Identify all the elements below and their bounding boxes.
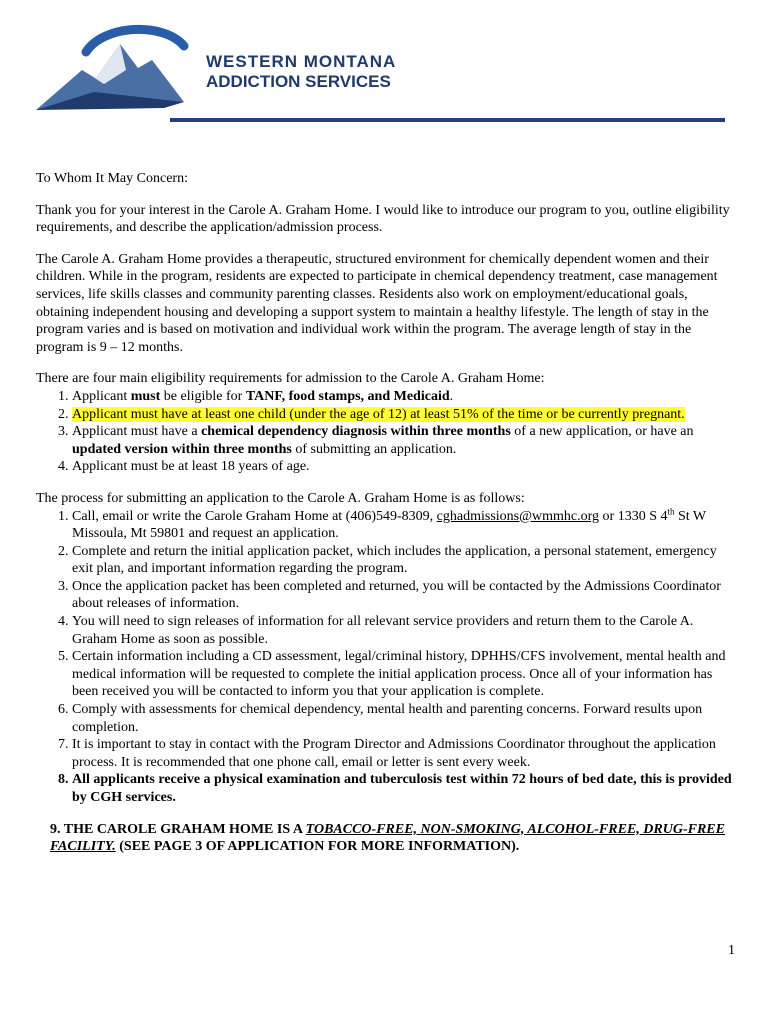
header-divider <box>170 118 725 122</box>
salutation: To Whom It May Concern: <box>36 171 188 186</box>
eligibility-item-3: 3. Applicant must have a chemical dependency diagnosis within three months of a new application, or have an updated version within three months of submitting an application. <box>72 423 736 458</box>
eligibility-heading: There are four main eligibility requirements for admission to the Carole A. Graham Home: <box>36 371 545 387</box>
process-step-8: 8. All applicants receive a physical examination and tuberculosis test within 72 hours of bed date, this is provided by CGH services. <box>72 771 736 806</box>
process-heading: The process for submitting an application to the Carole A. Graham Home is as follows: <box>36 490 525 506</box>
page-number: 1 <box>728 943 735 958</box>
eligibility-item-2 <box>72 406 736 424</box>
process-step-4: 4. You will need to sign releases of information for all relevant service providers and return them to the Carole A. Graham Home as soon as possible. <box>72 613 736 648</box>
process-step-7: 7. It is important to stay in contact with the Program Director and Admissions Coordinator throughout the application process. It is recommended that one phone call, email or letter is sent every week. <box>72 736 736 771</box>
email-link[interactable]: cghadmissions@wmmhc.org <box>436 508 600 524</box>
highlighted-text: Applicant must have at least one child (under the age of 12) at least 51% of the time or be currently pregnant. <box>72 406 685 422</box>
eligibility-item-1: 1. Applicant must be eligible for TANF, food stamps, and Medicaid. <box>72 388 736 406</box>
description-paragraph: The Carole A. Graham Home provides a therapeutic, structured environment for chemically dependent women and their children. While in the program, residents are expected to participate in chemical dependency treatment, case management services, life skills classes and community parenting classes. Residents also work on employment/educational goals, obtaining independent housing and developing a support system to maintain a healthy lifestyle. The length of stay in the program varies and is based on motivation and individual work within the program. The average length of stay in the program is 9 – 12 months. <box>36 251 718 355</box>
logo-text-line1: WESTERN MONTANA <box>206 52 397 71</box>
logo-text-line2: ADDICTION SERVICES <box>206 72 391 91</box>
eligibility-item-4: 4. Applicant must be at least 18 years of age. <box>72 458 736 476</box>
eligibility-list <box>36 388 736 476</box>
letter-body <box>36 170 736 856</box>
process-list <box>36 505 736 807</box>
process-step-2: 2. Complete and return the initial application packet, which includes the application, a personal statement, emergency exit plan, and important information regarding the program. <box>72 543 736 578</box>
process-step-3: 3. Once the application packet has been completed and returned, you will be contacted by the Admissions Coordinator about releases of information. <box>72 578 736 613</box>
intro-paragraph: Thank you for your interest in the Carole A. Graham Home. I would like to introduce our program to you, outline eligibility requirements, and describe the application/admission process. <box>36 202 730 236</box>
process-step-6: 6. Comply with assessments for chemical dependency, mental health and parenting concerns. Forward results upon completion. <box>72 701 736 736</box>
facility-policy-notice: 9. THE CAROLE GRAHAM HOME IS A TOBACCO-FREE, NON-SMOKING, ALCOHOL-FREE, DRUG-FREE FACILITY. (SEE PAGE 3 OF APPLICATION FOR MORE INFORMATION). <box>50 821 725 855</box>
process-step-5: 5. Certain information including a CD assessment, legal/criminal history, DPHHS/CFS involvement, mental health and medical information will be requested to complete the initial application process. Once all of your information has been received you will be contacted to inform you that your application is complete. <box>72 648 736 701</box>
organization-logo <box>34 22 397 114</box>
process-step-1: 1. Call, email or write the Carole Graham Home at (406)549-8309, cghadmissions@wmmhc.org or 1330 S 4th St W Missoula, Mt 59801 and request an application. <box>72 508 736 543</box>
